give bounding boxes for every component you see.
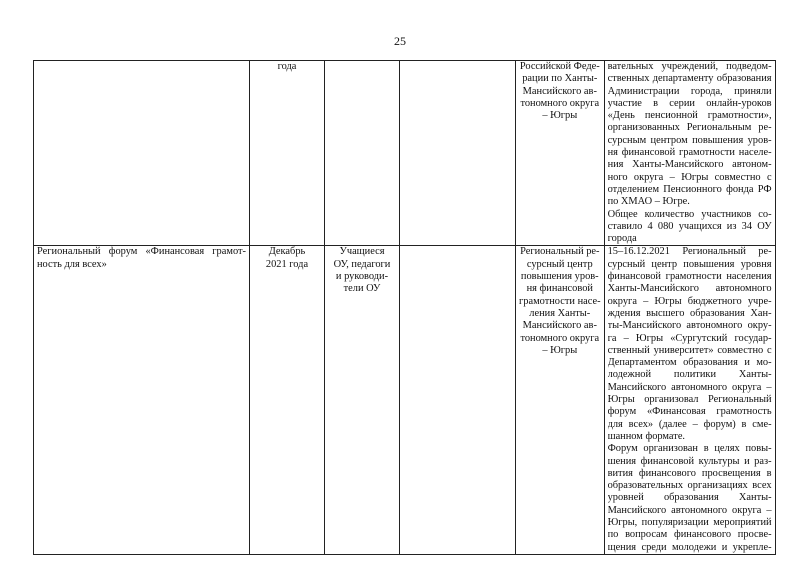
text-line: тели ОУ xyxy=(343,283,381,295)
text-line: ность для всех» xyxy=(37,258,107,270)
text-line: шанном формате. xyxy=(607,430,686,442)
table-row xyxy=(34,246,776,554)
text-line: грамотности насе- xyxy=(519,295,601,307)
text-line: ставило 4 080 учащихся из 34 ОУ xyxy=(607,220,772,232)
text-line: тономного округа xyxy=(520,97,600,109)
organizer-cell xyxy=(516,246,605,554)
text-line: лодежной политики Ханты- xyxy=(607,369,772,381)
text-line: и руководи- xyxy=(335,271,389,283)
text-line: вательных учреждений, подведом- xyxy=(607,61,772,72)
text-line: – Югры xyxy=(542,110,578,122)
participants-cell xyxy=(325,61,400,246)
text-line: Форум организован в целях повы- xyxy=(607,443,772,455)
events-table xyxy=(33,60,776,555)
text-line: по ХМАО – Югре. xyxy=(607,196,690,208)
text-line: Учащиеся xyxy=(339,246,385,258)
text-line: тономного округа xyxy=(520,332,600,344)
text-line: Ханты-Мансийского автономного xyxy=(607,283,772,295)
event-cell xyxy=(34,61,250,246)
text-line: Мансийского ав- xyxy=(522,320,597,332)
text-line: Администрации города, приняли xyxy=(607,85,772,97)
text-line: ственных департаменту образования xyxy=(607,73,772,85)
text-line: – Югры xyxy=(542,344,578,356)
page-number: 25 xyxy=(394,34,406,48)
text-line: Мансийского автономного округа – xyxy=(607,504,772,516)
text-line: ния Ханты-Мансийского автоном- xyxy=(607,159,772,171)
text-line: для всех» (далее – форум) в сме- xyxy=(607,418,772,430)
text-line: шения финансовой культуры и раз- xyxy=(607,455,772,467)
text-line: сурсный центр повышения уровня xyxy=(607,258,772,270)
text-line: 2021 года xyxy=(265,258,309,270)
text-line: 15–16.12.2021 Региональный ре- xyxy=(607,246,772,258)
text-line: Югры организовал Региональный xyxy=(607,394,772,406)
empty-cell xyxy=(400,61,516,246)
text-line: Региональный ре- xyxy=(520,246,600,258)
text-line: Общее количество участников со- xyxy=(607,208,772,220)
text-line: округа – Югры бюджетного учре- xyxy=(607,295,772,307)
result-cell xyxy=(604,61,775,246)
text-line: года xyxy=(277,61,297,72)
text-line: ственный университет» совместно с xyxy=(607,344,772,356)
text-line: ления Ханты- xyxy=(529,307,591,319)
text-line: участие в серии онлайн-уроков xyxy=(607,97,772,109)
date-cell xyxy=(250,61,325,246)
text-line: образовательных организациях всех xyxy=(607,480,772,492)
text-line: по вопросам финансового просве- xyxy=(607,529,772,541)
text-line: Российской Феде- xyxy=(519,61,600,72)
text-line: ня финансовой грамотности населе- xyxy=(607,147,772,159)
text-line: Мансийского автономного округа – xyxy=(607,381,772,393)
text-line: га – Югры «Сургутский государ- xyxy=(607,332,772,344)
text-line: вития финансового просвещения в xyxy=(607,467,772,479)
table-row xyxy=(34,61,776,246)
event-cell xyxy=(34,246,250,554)
text-line: уровней образования Ханты- xyxy=(607,492,772,504)
result-cell xyxy=(604,246,775,554)
organizer-cell xyxy=(516,61,605,246)
participants-cell xyxy=(325,246,400,554)
empty-cell xyxy=(400,246,516,554)
text-line: «День пенсионной грамотности», xyxy=(607,110,772,122)
text-line: Департаментом образования и мо- xyxy=(607,357,772,369)
text-line: организованных Региональным ре- xyxy=(607,122,772,134)
text-line: ОУ, педагоги xyxy=(333,258,391,270)
text-line: ждения высшего образования Хан- xyxy=(607,307,772,319)
text-line: повышения уров- xyxy=(520,271,599,283)
text-line: ня финансовой xyxy=(526,283,593,295)
text-line: финансовой грамотности населения xyxy=(607,271,772,283)
text-line: ты-Мансийского автономного окру- xyxy=(607,320,772,332)
text-line: отделением Пенсионного фонда РФ xyxy=(607,183,772,195)
text-line: города xyxy=(607,233,637,245)
text-line: сурсным центром повышения уров- xyxy=(607,134,772,146)
text-line: Мансийского ав- xyxy=(522,85,597,97)
text-line: Региональный форум «Финансовая грамот- xyxy=(37,246,246,258)
text-line: форум «Финансовая грамотность xyxy=(607,406,772,418)
text-line: Декабрь xyxy=(268,246,306,258)
text-line: сурсный центр xyxy=(526,258,593,270)
date-cell xyxy=(250,246,325,554)
text-line: рации по Ханты- xyxy=(522,73,598,85)
text-line: щения среди молодежи и укрепле- xyxy=(607,541,772,553)
text-line: Югры, популяризации мероприятий xyxy=(607,516,772,528)
text-line: ного округа – Югры совместно с xyxy=(607,171,772,183)
